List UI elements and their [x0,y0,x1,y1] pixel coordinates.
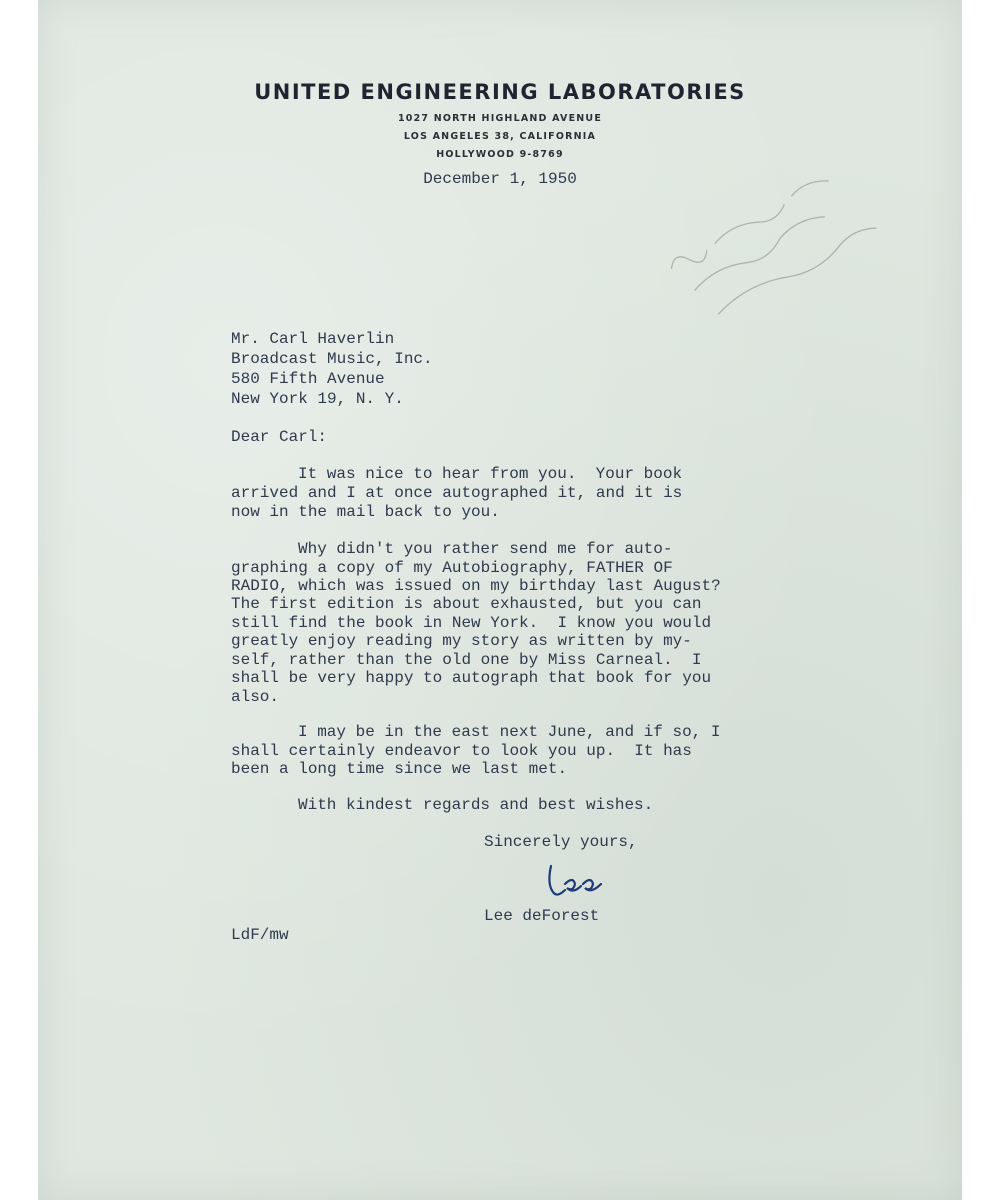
body-line: still find the book in New York. I know you would [231,614,712,632]
body-line: shall certainly endeavor to look you up. It has [231,742,692,760]
body-line: now in the mail back to you. [231,503,500,521]
body-line: greatly enjoy reading my story as written by my- [231,632,692,650]
body-line: graphing a copy of my Autobiography, FATHER OF [231,559,673,577]
letterhead-phone: HOLLYWOOD 9-8769 [436,149,564,160]
body-line: The first edition is about exhausted, but you can [231,595,702,613]
complimentary-close: Sincerely yours, [484,833,638,851]
body-line: Why didn't you rather send me for auto- [298,540,673,558]
letterhead-street: 1027 NORTH HIGHLAND AVENUE [397,113,603,124]
body-line: self, rather than the old one by Miss Carneal. I [231,651,702,669]
body-line: been a long time since we last met. [231,760,568,778]
signature-scrawl [543,860,613,900]
closing-line: With kindest regards and best wishes. [298,796,654,814]
handwritten-signature [543,860,613,900]
body-line: also. [231,688,280,706]
recipient-city: New York 19, N. Y. [231,390,404,408]
body-line: RADIO, which was issued on my birthday last August? [231,577,721,595]
recipient-company: Broadcast Music, Inc. [231,350,433,368]
letter-date: December 1, 1950 [423,170,577,188]
body-line: shall be very happy to autograph that book for you [231,669,712,687]
body-line: I may be in the east next June, and if so, I [298,723,721,741]
signer-name: Lee deForest [484,907,600,925]
reference-initials: LdF/mw [231,926,289,944]
body-line: It was nice to hear from you. Your book [298,465,683,483]
letter-page [38,0,962,1200]
letterhead-city: LOS ANGELES 38, CALIFORNIA [403,131,597,142]
salutation: Dear Carl: [231,428,328,446]
letterhead-company-name: UNITED ENGINEERING LABORATORIES [254,80,746,104]
recipient-name: Mr. Carl Haverlin [231,330,395,348]
recipient-street: 580 Fifth Avenue [231,370,385,388]
body-line: arrived and I at once autographed it, and it is [231,484,683,502]
